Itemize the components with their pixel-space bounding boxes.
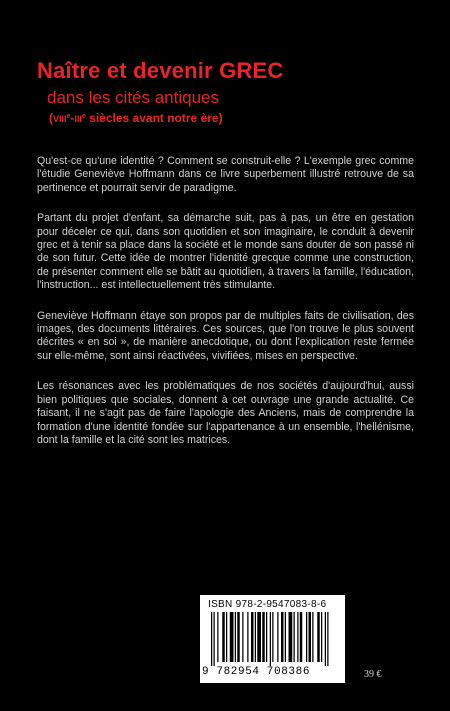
period-open: ( <box>49 111 53 125</box>
period-e2: e <box>81 113 86 120</box>
barcode-icon <box>210 612 335 666</box>
period-e1: e <box>66 113 71 120</box>
blurb-paragraph-4: Les résonances avec les problématiques de nos sociétés d'aujourd'hui, aussi bien politiques que sociales, donnent à cet ouvrage une grande actualité. Ce faisant, il ne s'agit pas de faire l'apologie des Anciens, mais de comprendre la formation d'une identité fondée sur l'appartenance à un ensemble, l'hellénisme, dont la famille et la cité sont les matrices. <box>37 380 414 446</box>
period-viii: VIII <box>53 114 67 124</box>
isbn-text: ISBN 978-2-9547083-8-6 <box>208 599 327 610</box>
barcode-panel <box>200 595 345 683</box>
period-iii: III <box>74 114 82 124</box>
blurb-paragraph-1: Qu'est-ce qu'une identité ? Comment se construit-elle ? L'exemple grec comme l'étudie Geneviève Hoffmann dans ce livre superbement illustré retrouve de sa pertinence et pourrait servir de paradigme. <box>37 155 414 194</box>
period-rest: siècles avant notre ère) <box>85 111 223 125</box>
book-subtitle: dans les cités antiques <box>47 88 219 107</box>
blurb-paragraph-3: Geneviève Hoffmann étaye son propos par de multiples faits de civilisation, des images, des documents littéraires. Ces sources, que l'on trouve le plus souvent décrites « en soi », de manière anecdotique, ou dont l'explication reste fermée sur elle-même, sont ainsi réactivées, vivifiées, mises en perspective. <box>37 309 414 362</box>
price: 39 € <box>364 669 382 680</box>
period-dash: - <box>70 111 75 125</box>
book-title: Naître et devenir GREC <box>37 58 284 83</box>
period-line <box>49 111 223 125</box>
ean-digits: 9 782954 708386 <box>202 666 311 678</box>
blurb <box>37 155 414 464</box>
blurb-paragraph-2: Partant du projet d'enfant, sa démarche suit, pas à pas, un être en gestation pour déceler ce qui, dans son quotidien et son imaginaire, le conduit à devenir grec et à tenir sa place dans la société et le monde sans douter de son passé ni de son futur. Cette idée de montrer l'identité grecque comme une construction, de présenter comment elle se bâtit au quotidien, à travers la famille, l'éducation, l'instruction... est intellectuellement très stimulante. <box>37 212 414 292</box>
